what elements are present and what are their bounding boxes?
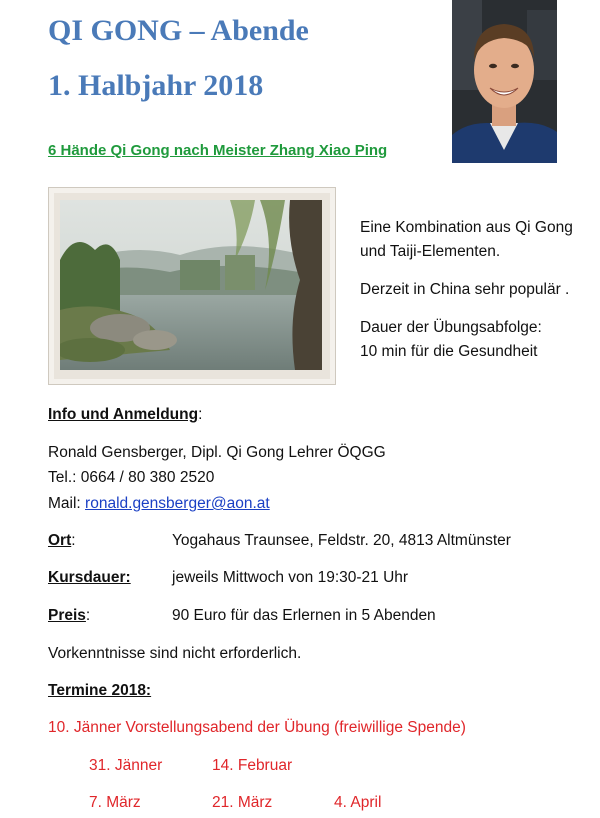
prerequisites-note: Vorkenntnisse sind nicht erforderlich. [48,645,302,662]
page-title: QI GONG – Abende [48,14,309,47]
termin-first: 10. Jänner Vorstellungsabend der Übung (freiwillige Spende) [48,719,466,736]
ort-label-colon: : [71,532,76,549]
info-heading [48,405,202,425]
phone-number: Tel.: 0664 / 80 380 2520 [48,469,215,486]
ort-value: Yogahaus Traunsee, Feldstr. 20, 4813 Altmünster [172,532,511,549]
kursdauer-label: Kursdauer: [48,569,131,586]
description-line-5: 10 min für die Gesundheit [360,343,538,360]
portrait-photo [452,0,557,163]
description-line-4: Dauer der Übungsabfolge: [360,319,542,336]
course-subtitle: 6 Hände Qi Gong nach Meister Zhang Xiao Ping [48,142,388,159]
termin-date: 7. März [89,794,141,811]
description-line-3: Derzeit in China sehr populär . [360,281,570,298]
info-heading-label: Info und Anmeldung [48,406,199,423]
preis-value: 90 Euro für das Erlernen in 5 Abenden [172,607,436,624]
preis-label-colon: : [85,607,91,624]
info-heading-colon: : [198,406,203,423]
description-line-1: Eine Kombination aus Qi Gong [360,219,573,236]
termine-heading: Termine 2018: [48,682,152,699]
description-line-2: und Taiji-Elementen. [360,243,501,260]
mail-link[interactable]: ronald.gensberger@aon.at [85,495,270,512]
teacher-name: Ronald Gensberger, Dipl. Qi Gong Lehrer ÖQGG [48,444,386,461]
termin-date: 14. Februar [212,757,293,774]
preis-label-text: Preis [48,607,86,624]
kursdauer-value: jeweils Mittwoch von 19:30-21 Uhr [172,569,409,586]
page-subtitle-year: 1. Halbjahr 2018 [48,69,264,102]
termin-date: 4. April [334,794,382,811]
termin-date: 31. Jänner [89,757,163,774]
landscape-photo [60,200,322,370]
preis-label [48,606,90,626]
termin-date: 21. März [212,794,273,811]
ort-label-text: Ort [48,532,72,549]
ort-label [48,531,76,551]
mail-line [48,494,270,514]
mail-label: Mail: [48,495,86,512]
